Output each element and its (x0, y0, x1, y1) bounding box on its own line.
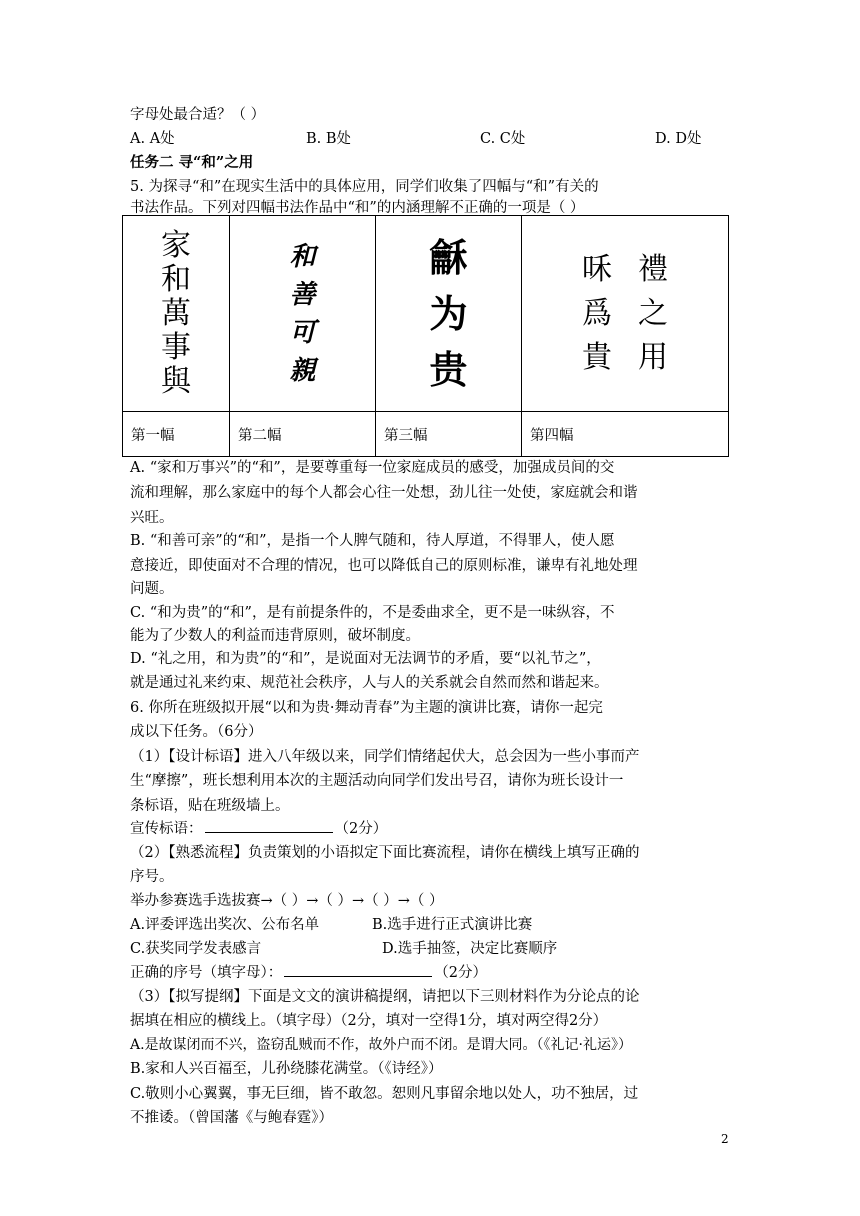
q6-stem-line1: 6. 你所在班级拟开展“以和为贵·舞动青春”为主题的演讲比赛，请你一起完 (130, 700, 603, 716)
q6-part2-line1: （2）【熟悉流程】负责策划的小语拟定下面比赛流程，请你在横线上填写正确的 (130, 845, 640, 861)
calligraphy-column (429, 230, 467, 398)
q4-option-b: B. B处 (306, 131, 352, 147)
material-a: A.是故谋闭而不兴，盗窃乱贼而不作，故外户而不闭。是谓大同。（《礼记·礼运》） (130, 1037, 633, 1053)
slogan-label: 宣传标语： (130, 821, 203, 837)
calligraphy-char: 善 (289, 279, 316, 310)
q5-option-d-line2: 就是通过礼来约束、规范社会秩序，人与人的关系就会自然而然和谐起来。 (130, 675, 609, 691)
page-number: 2 (721, 1132, 729, 1146)
calligraphy-char: 用 (638, 339, 668, 375)
q4-stem: 字母处最合适？（ ） (130, 107, 266, 123)
q5-option-c-line1: C. “和为贵”的“和”，是有前提条件的，不是委曲求全，更不是一味纵容，不 (130, 605, 615, 621)
q5-option-b-line1: B. “和善可亲”的“和”，是指一个人脾气随和，待人厚道，不得罪人，使人愿 (130, 533, 615, 549)
material-c-line2: 不推诿。（曾国藩《与鲍春霆》） (130, 1110, 333, 1126)
order-label: 正确的序号（填字母）： (130, 965, 283, 981)
q6-part2-line2: 序号。 (130, 869, 174, 885)
calligraphy-char: 與 (161, 363, 191, 399)
slogan-score: （2分） (334, 821, 388, 837)
calligraphy-char: 贵 (429, 347, 468, 392)
order-answer-blank[interactable] (284, 962, 432, 977)
q6-part3-line1: （3）【拟写提纲】下面是文文的演讲稿提纲，请把以下三则材料作为分论点的论 (130, 989, 640, 1005)
flow-sequence: 举办参赛选手选拔赛→（ ）→（ ）→（ ）→（ ） (130, 893, 444, 909)
q5-option-a-line3: 兴旺。 (130, 510, 174, 526)
q6-part3-line2: 据填在相应的横线上。（填字母）（2分，填对一空得1分，填对两空得2分） (130, 1013, 608, 1029)
order-row (130, 962, 487, 984)
q5-option-b-line3: 问题。 (130, 581, 174, 597)
q4-option-c: C. C处 (480, 131, 526, 147)
calligraphy-char: 貴 (582, 339, 612, 375)
material-b: B.家和人兴百福至，儿孙绕膝花满堂。（《诗经》） (130, 1061, 443, 1077)
q4-option-a: A. A处 (130, 131, 175, 147)
calligraphy-work-2 (230, 216, 376, 412)
q6-part1-line3: 条标语，贴在班级墙上。 (130, 798, 290, 814)
caption-work-3: 第三幅 (376, 412, 522, 457)
slogan-row (130, 818, 387, 840)
calligraphy-column-right (638, 248, 668, 380)
task2-heading: 任务二 寻“和”之用 (130, 154, 254, 171)
q5-option-a-line2: 流和理解，那么家庭中的每个人都会心往一处想，劲儿往一处使，家庭就会和谐 (130, 485, 638, 501)
q6-part1-line1: （1）【设计标语】进入八年级以来，同学们情绪起伏大，总会因为一些小事而产 (130, 749, 640, 765)
flow-option-d: D.选手抽签，决定比赛顺序 (382, 941, 558, 957)
calligraphy-char: 可 (289, 317, 316, 348)
calligraphy-char: 之 (638, 295, 668, 331)
calligraphy-char: 萬 (161, 295, 191, 331)
slogan-answer-blank[interactable] (205, 818, 333, 833)
q6-part1-line2: 生“摩擦”，班长想利用本次的主题活动向同学们发出号召，请你为班长设计一 (130, 773, 624, 789)
calligraphy-work-3 (376, 216, 522, 412)
calligraphy-column-left (582, 248, 612, 380)
calligraphy-char: 事 (161, 329, 191, 365)
q5-option-d-line1: D. “礼之用，和为贵”的“和”，是说面对无法调节的矛盾，要“以礼节之”， (130, 651, 601, 667)
q5-stem-line2: 书法作品。下列对四幅书法作品中“和”的内涵理解不正确的一项是（ ） (130, 200, 585, 216)
caption-work-2: 第二幅 (230, 412, 376, 457)
calligraphy-work-1 (123, 216, 230, 412)
q6-stem-line2: 成以下任务。（6分） (130, 724, 263, 740)
flow-option-b: B.选手进行正式演讲比赛 (372, 917, 533, 933)
q5-option-b-line2: 意接近，即使面对不合理的情况，也可以降低自己的原则标准，谦卑有礼地处理 (130, 558, 638, 574)
calligraphy-column (161, 229, 191, 399)
caption-work-4: 第四幅 (522, 412, 729, 457)
caption-work-1: 第一幅 (123, 412, 230, 457)
calligraphy-column (289, 238, 315, 390)
calligraphy-char: 禮 (638, 251, 668, 287)
calligraphy-char: 为 (429, 291, 468, 336)
calligraphy-work-4 (522, 216, 729, 412)
calligraphy-char: 龢 (429, 235, 468, 280)
calligraphy-char: 咊 (582, 251, 612, 287)
calligraphy-char: 和 (289, 241, 316, 272)
order-score: （2分） (434, 965, 487, 981)
calligraphy-table (122, 215, 729, 457)
calligraphy-char: 親 (289, 355, 316, 386)
flow-option-c: C.获奖同学发表感言 (130, 941, 262, 957)
q5-stem-line1: 5. 为探寻“和”在现实生活中的具体应用，同学们收集了四幅与“和”有关的 (130, 179, 599, 195)
q4-option-d: D. D处 (655, 131, 702, 147)
material-c-line1: C.敬则小心翼翼，事无巨细，皆不敢忽。恕则凡事留余地以处人，功不独居，过 (130, 1086, 639, 1102)
calligraphy-char: 家 (161, 227, 191, 263)
q5-option-c-line2: 能为了少数人的利益而违背原则，破坏制度。 (130, 628, 420, 644)
flow-option-a: A.评委评选出奖次、公布名单 (130, 917, 320, 933)
calligraphy-char: 和 (161, 261, 191, 297)
calligraphy-char: 爲 (582, 295, 612, 331)
q5-option-a-line1: A. “家和万事兴”的“和”，是要尊重每一位家庭成员的感受，加强成员间的交 (130, 460, 615, 476)
